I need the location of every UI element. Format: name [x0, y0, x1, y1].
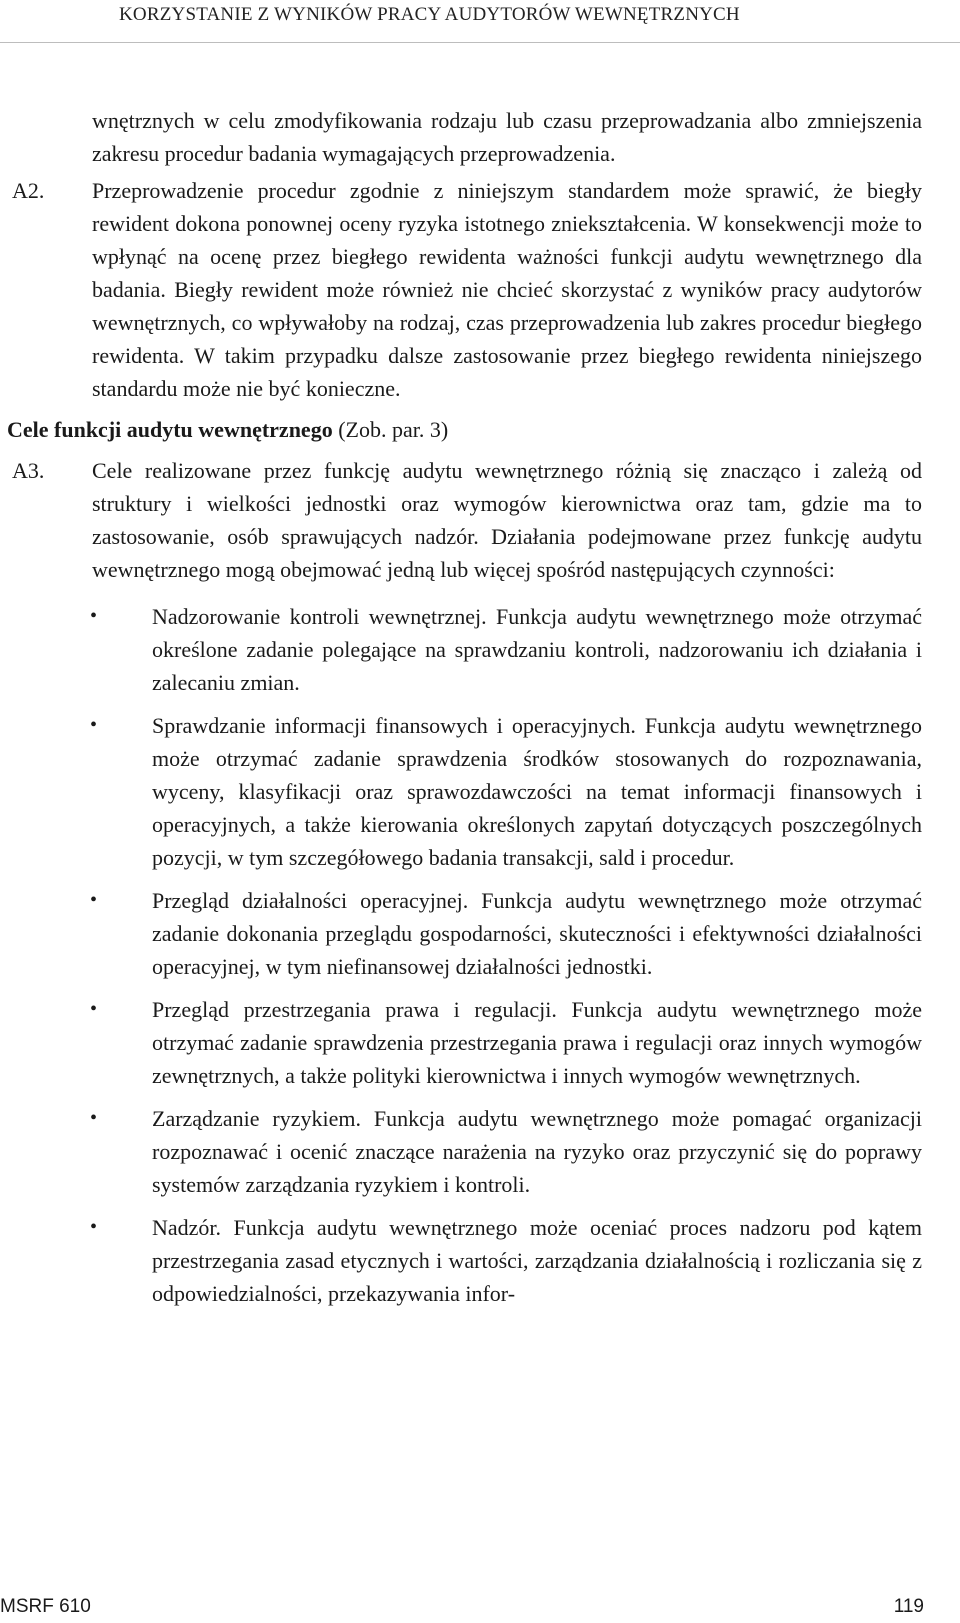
paragraph-a3 [12, 454, 922, 586]
paragraph-number: A3. [12, 458, 45, 483]
paragraph-a2 [12, 174, 922, 405]
list-item [90, 1211, 922, 1310]
page-number: 119 [893, 1596, 924, 1617]
bullet-icon: • [90, 889, 98, 911]
paragraph-number: A2. [12, 178, 45, 203]
activities-list [0, 600, 960, 1310]
paragraph-text: Przeprowadzenie procedur zgodnie z niniejszym standardem może sprawić, że biegły rewident dokona ponownej oceny ryzyka istotnego zniekształcenia. W konsekwencji może to wpłynąć na ocenę przez biegłego rewidenta ważności funkcji audytu wewnętrznego dla badania. Biegły rewident może również nie chcieć skorzystać z wyników pracy audytorów wewnętrznych, co wpływałoby na rodzaj, czas przeprowadzenia lub zakres procedur biegłego rewidenta. W takim przypadku dalsze zastosowanie przez biegłego rewidenta niniejszego standardu może nie być konieczne. [92, 178, 922, 401]
section-heading-reference: (Zob. par. 3) [338, 417, 449, 442]
page-body [0, 82, 960, 1320]
list-item-text: Nadzór. Funkcja audytu wewnętrznego może oceniać proces nadzoru pod kątem przestrzegania zasad etycznych i wartości, zarządzania działalnością i rozliczania się z odpowiedzialności, przekazywania infor- [152, 1215, 922, 1306]
list-item-text: Sprawdzanie informacji finansowych i operacyjnych. Funkcja audytu wewnętrznego może otrzymać zadanie sprawdzenia środków stosowanych do rozpoznawania, wyceny, klasyfikacji oraz sprawozdawczości na temat informacji finansowych i operacyjnych, a także kierowania określonych zapytań dotyczących poszczególnych pozycji, w tym szczegółowego badania transakcji, sald i procedur. [152, 713, 922, 870]
list-item-text: Przegląd działalności operacyjnej. Funkcja audytu wewnętrznego może otrzymać zadanie dokonania przeglądu gospodarności, skuteczności i efektywności działalności operacyjnej, w tym niefinansowej działalności jednostki. [152, 888, 922, 979]
list-item-text: Przegląd przestrzegania prawa i regulacji. Funkcja audytu wewnętrznego może otrzymać zadanie sprawdzenia przestrzegania prawa i regulacji oraz innych wymogów zewnętrznych, a także polityki kierownictwa i innych wymogów wewnętrznych. [152, 997, 922, 1088]
list-item [90, 993, 922, 1092]
list-item [90, 709, 922, 874]
bullet-icon: • [90, 1107, 98, 1129]
list-item-text: Nadzorowanie kontroli wewnętrznej. Funkcja audytu wewnętrznego może otrzymać określone zadanie polegające na sprawdzaniu kontroli, nadzorowaniu ich działania i zalecaniu zmian. [152, 604, 922, 695]
paragraph-text: Cele realizowane przez funkcję audytu wewnętrznego różnią się znacząco i zależą od struktury i wielkości jednostki oraz wymogów kierownictwa oraz tam, gdzie ma to zastosowanie, osób sprawujących nadzór. Działania podejmowane przez funkcję audytu wewnętrznego mogą obejmować jedną lub więcej spośród następujących czynności: [92, 458, 922, 582]
running-header: KORZYSTANIE Z WYNIKÓW PRACY AUDYTORÓW WEWNĘTRZNYCH [119, 4, 740, 25]
bullet-icon: • [90, 605, 98, 627]
list-item-text: Zarządzanie ryzykiem. Funkcja audytu wewnętrznego może pomagać organizacji rozpoznawać i ocenić znaczące narażenia na ryzyko oraz przyczynić się do poprawy systemów zarządzania ryzykiem i kontroli. [152, 1106, 922, 1197]
bullet-icon: • [90, 998, 98, 1020]
header-divider [0, 42, 960, 43]
list-item [90, 600, 922, 699]
footer-standard-label: MSRF 610 [0, 1596, 91, 1617]
list-item [90, 884, 922, 983]
bullet-icon: • [90, 1216, 98, 1238]
section-heading-title: Cele funkcji audytu wewnętrznego [7, 417, 333, 442]
section-heading [7, 413, 960, 446]
bullet-icon: • [90, 714, 98, 736]
list-item [90, 1102, 922, 1201]
continuation-paragraph: wnętrznych w celu zmodyfikowania rodzaju lub czasu przeprowadzania albo zmniejszenia zakresu procedur badania wymagających przeprowadzenia. [92, 108, 922, 166]
